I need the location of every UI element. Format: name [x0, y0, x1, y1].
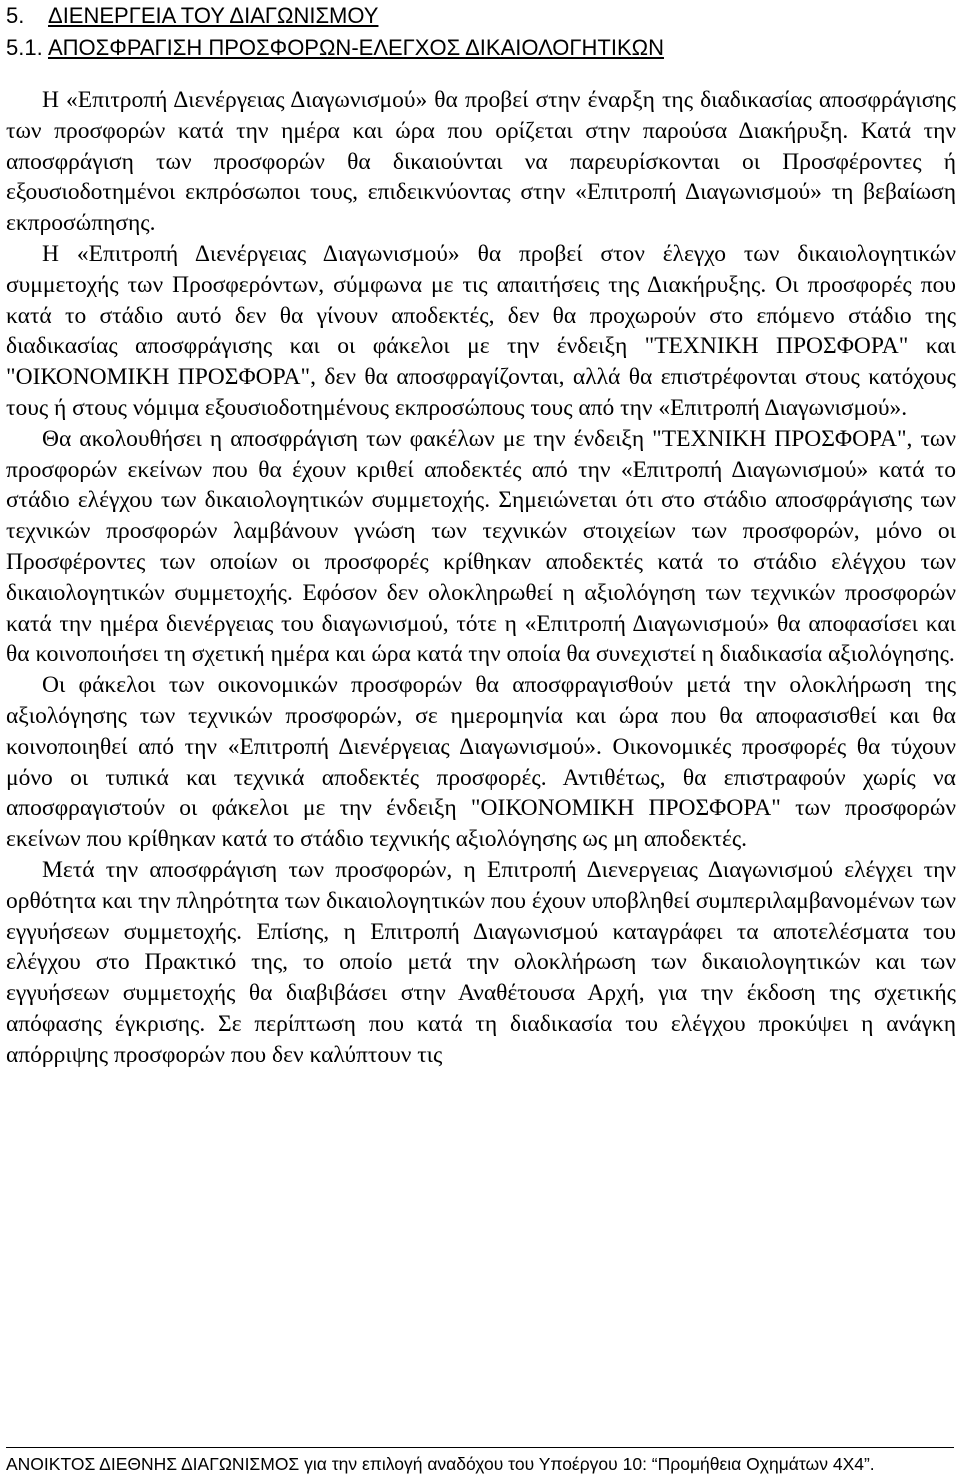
- page-footer: ΑΝΟΙΚΤΟΣ ΔΙΕΘΝΗΣ ΔΙΑΓΩΝΙΣΜΟΣ για την επιλογή αναδόχου του Υποέργου 10: “Προμήθεια Οχημάτων 4Χ4”.: [6, 1454, 875, 1474]
- footer-divider: [6, 1447, 954, 1448]
- paragraph: Η «Επιτροπή Διενέργειας Διαγωνισμού» θα προβεί στον έλεγχο των δικαιολογητικών συμμετοχής των Προσφερόντων, σύμφωνα με τις απαιτήσεις της Διακήρυξης. Οι προσφορές που κατά το στάδιο αυτό δεν θα γίνουν αποδεκτές, δεν θα προχωρούν στο επόμενο στάδιο της διαδικασίας αποσφράγισης και οι φάκελοι με την ένδειξη "ΤΕΧΝΙΚΗ ΠΡΟΣΦΟΡΑ" και "ΟΙΚΟΝΟΜΙΚΗ ΠΡΟΣΦΟΡΑ", δεν θα αποσφραγίζονται, αλλά θα επιστρέφονται στους κατόχους τους ή στους νόμιμα εξουσιοδοτημένους εκπροσώπους τους από την «Επιτροπή Διαγωνισμού».: [6, 240, 956, 421]
- paragraph: Μετά την αποσφράγιση των προσφορών, η Επιτροπή Διενεργειας Διαγωνισμού ελέγχει την ορθότητα και την πληρότητα των δικαιολογητικών που έχουν υποβληθεί συμπεριλαμβανομένων των εγγυήσεων συμμετοχής. Επίσης, η Επιτροπή Διαγωνισμού καταγράφει τα αποτελέσματα του ελέγχου στο Πρακτικό της, το οποίο μετά την ολοκλήρωση των δικαιολογητικών και των εγγυήσεων συμμετοχής θα διαβιβάσει στην Αναθέτουσα Αρχή, για την έκδοση της σχετικής απόφασης έγκρισης. Σε περίπτωση που κατά τη διαδικασία του ελέγχου προκύψει η ανάγκη απόρριψης προσφορών που δεν καλύπτουν τις: [6, 856, 956, 1068]
- section-number: 5.: [6, 3, 25, 28]
- subsection-number: 5.1.: [6, 35, 43, 60]
- subsection-title: ΑΠΟΣΦΡΑΓΙΣΗ ΠΡΟΣΦΟΡΩΝ-ΕΛΕΓΧΟΣ ΔΙΚΑΙΟΛΟΓΗΤΙΚΩΝ: [48, 35, 664, 60]
- document-body: [6, 85, 956, 1071]
- document-page: [6, 0, 956, 1071]
- paragraph: Η «Επιτροπή Διενέργειας Διαγωνισμού» θα προβεί στην έναρξη της διαδικασίας αποσφράγισης των προσφορών κατά την ημέρα και ώρα που ορίζεται στην παρούσα Διακήρυξη. Κατά την αποσφράγιση των προσφορών θα δικαιούνται να παρευρίσκονται οι Προσφέροντες ή εξουσιοδοτημένοι εκπρόσωποι τους, επιδεικνύοντας στην «Επιτροπή Διαγωνισμού» τη βεβαίωση εκπροσώπησης.: [6, 87, 956, 237]
- paragraph: Οι φάκελοι των οικονομικών προσφορών θα αποσφραγισθούν μετά την ολοκλήρωση της αξιολόγησης των τεχνικών προσφορών, σε ημερομηνία και ώρα που θα αποφασισθεί και θα κοινοποιηθεί από την «Επιτροπή Διενέργειας Διαγωνισμού». Οικονομικές προσφορές θα τύχουν μόνο οι τυπικά και τεχνικά αποδεκτές προσφορές. Αντιθέτως, θα επιστραφούν χωρίς να αποσφραγιστούν οι φάκελοι με την ένδειξη "ΟΙΚΟΝΟΜΙΚΗ ΠΡΟΣΦΟΡΑ" των προσφορών εκείνων που κρίθηκαν κατά το στάδιο τεχνικής αξιολόγησης ως μη αποδεκτές.: [6, 672, 956, 853]
- subsection-heading: [6, 33, 956, 63]
- section-title: ΔΙΕΝΕΡΓΕΙΑ ΤΟΥ ΔΙΑΓΩΝΙΣΜΟΥ: [48, 3, 379, 28]
- section-heading: [6, 1, 956, 31]
- paragraph: Θα ακολουθήσει η αποσφράγιση των φακέλων με την ένδειξη "ΤΕΧΝΙΚΗ ΠΡΟΣΦΟΡΑ", των προσφορών εκείνων που θα έχουν κριθεί αποδεκτές από την «Επιτροπή Διαγωνισμού» κατά το στάδιο ελέγχου των δικαιολογητικών συμμετοχής. Σημειώνεται ότι στο στάδιο αποσφράγισης των τεχνικών προσφορών λαμβάνουν γνώση των τεχνικών στοιχείων των προσφορών, μόνο οι Προσφέροντες των οποίων οι προσφορές κρίθηκαν αποδεκτές κατά το στάδιο ελέγχου των δικαιολογητικών συμμετοχής. Εφόσον δεν ολοκληρωθεί η αξιολόγηση των τεχνικών προσφορών κατά την ημέρα διενέργειας του διαγωνισμού, τότε η «Επιτροπή Διαγωνισμού» θα αποφασίσει και θα κοινοποιήσει τη σχετική ημέρα και ώρα κατά την οποία θα συνεχιστεί η διαδικασία αξιολόγησης.: [6, 425, 956, 668]
